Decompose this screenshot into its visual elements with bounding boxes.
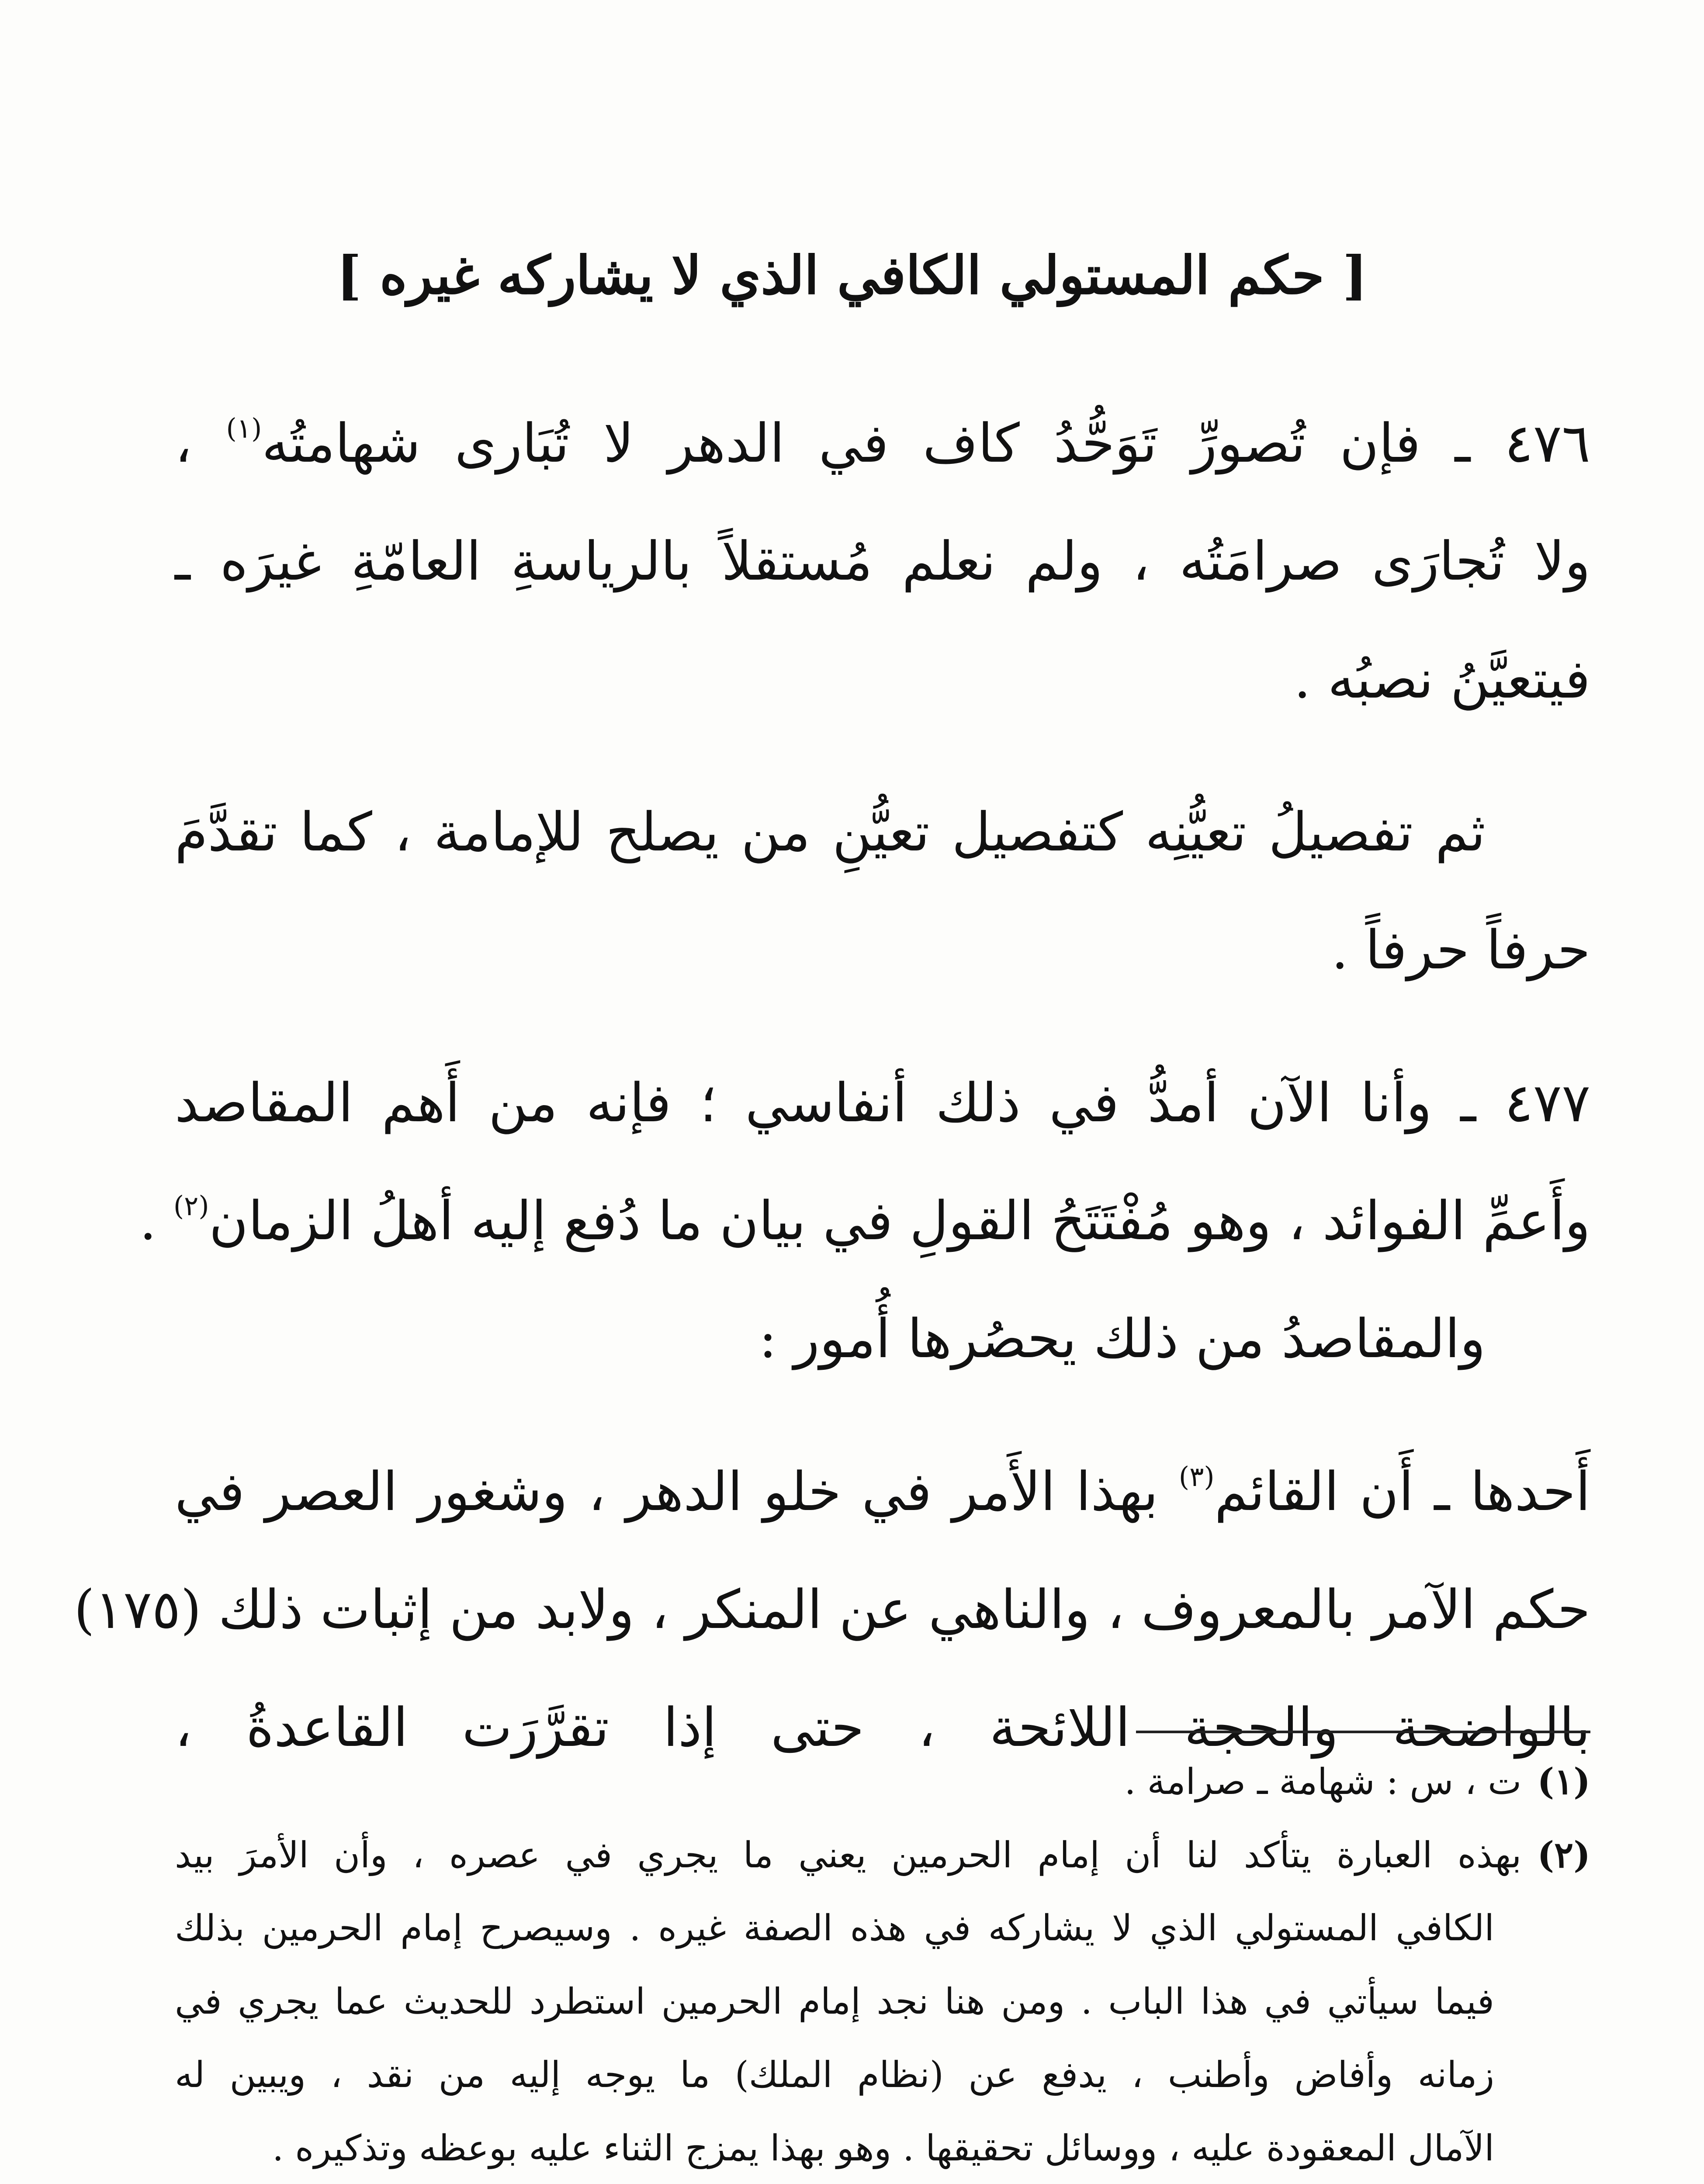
text-line: حكم الآمر بالمعروف ، والناهي عن المنكر ، ولابد من إثبات ذلك (١٧٥) — [74, 1579, 1590, 1641]
text-line: وأَعمِّ الفوائد ، وهو مُفْتَتَحُ القولِ في بيان ما دُفع إليه أهلُ الزمان$^{(٢)}$ . — [139, 1190, 1590, 1252]
footnote-line: زمانه وأفاض وأطنب ، يدفع عن (نظام الملك) ما يوجه إليه من نقد ، ويبين له — [175, 2054, 1494, 2096]
footnote-line: الكافي المستولي الذي لا يشاركه في هذه الصفة غيره . وسيصرح إمام الحرمين بذلك — [175, 1908, 1494, 1949]
footnote-number: (١) — [1537, 1761, 1590, 1803]
text-line: والمقاصدُ من ذلك يحصُرها أُمور : — [758, 1308, 1486, 1370]
footnotes — [175, 1745, 1590, 2184]
footnote-number: (٢) — [1537, 1834, 1590, 1876]
text-line: فيتعيَّنُ نصبُه . — [1294, 648, 1590, 710]
text-line: بالواضحة والحجة اللائحة ، حتى إذا تقرَّرَت القاعدةُ ، — [175, 1697, 1590, 1759]
footnote-separator — [1136, 1731, 1590, 1733]
text-line: حرفاً حرفاً . — [1331, 919, 1590, 981]
footnote-line: الآمال المعقودة عليه ، ووسائل تحقيقها . وهو بهذا يمزج الثناء عليه بوعظه وتذكيره . — [272, 2128, 1494, 2169]
text-line: ٤٧٧ ـ وأنا الآن أمدُّ في ذلك أنفاسي ؛ فإنه من أَهم المقاصد — [175, 1072, 1590, 1134]
footnote-ref: (١) — [226, 412, 262, 444]
text-line: ثم تفصيلُ تعيُّنِه كتفصيل تعيُّنِ من يصلح للإمامة ، كما تقدَّمَ — [175, 801, 1486, 863]
footnote-line: (٢)بهذه العبارة يتأكد لنا أن إمام الحرمين يعني ما يجري في عصره ، وأن الأمرَ بيد — [175, 1834, 1590, 1876]
footnote-line: (١)ت ، س : شهامة ـ صرامة . — [1124, 1761, 1590, 1803]
footnote-ref: (٣) — [1178, 1461, 1215, 1493]
footnote-ref: (٢) — [173, 1190, 209, 1222]
text-line: ولا تُجارَى صرامَتُه ، ولم نعلم مُستقلاً بالرياسةِ العامّةِ غيرَه ـ — [175, 530, 1590, 592]
section-title: [ حكم المستولي الكافي الذي لا يشاركه غيره ] — [336, 245, 1368, 306]
footnote-line: فيما سيأتي في هذا الباب . ومن هنا نجد إمام الحرمين استطرد للحديث عما يجري في — [175, 1981, 1494, 2022]
text-line: ٤٧٦ ـ فإن تُصورِّ تَوَحُّدُ كاف في الدهر لا تُبَارى شهامتُه$^{(١)}$ ، — [175, 412, 1591, 474]
main-text — [74, 384, 1591, 1787]
text-line: أَحدها ـ أَن القائم$^{(٣)}$ بهذا الأَمر في خلو الدهر ، وشغور العصر في — [175, 1461, 1590, 1523]
